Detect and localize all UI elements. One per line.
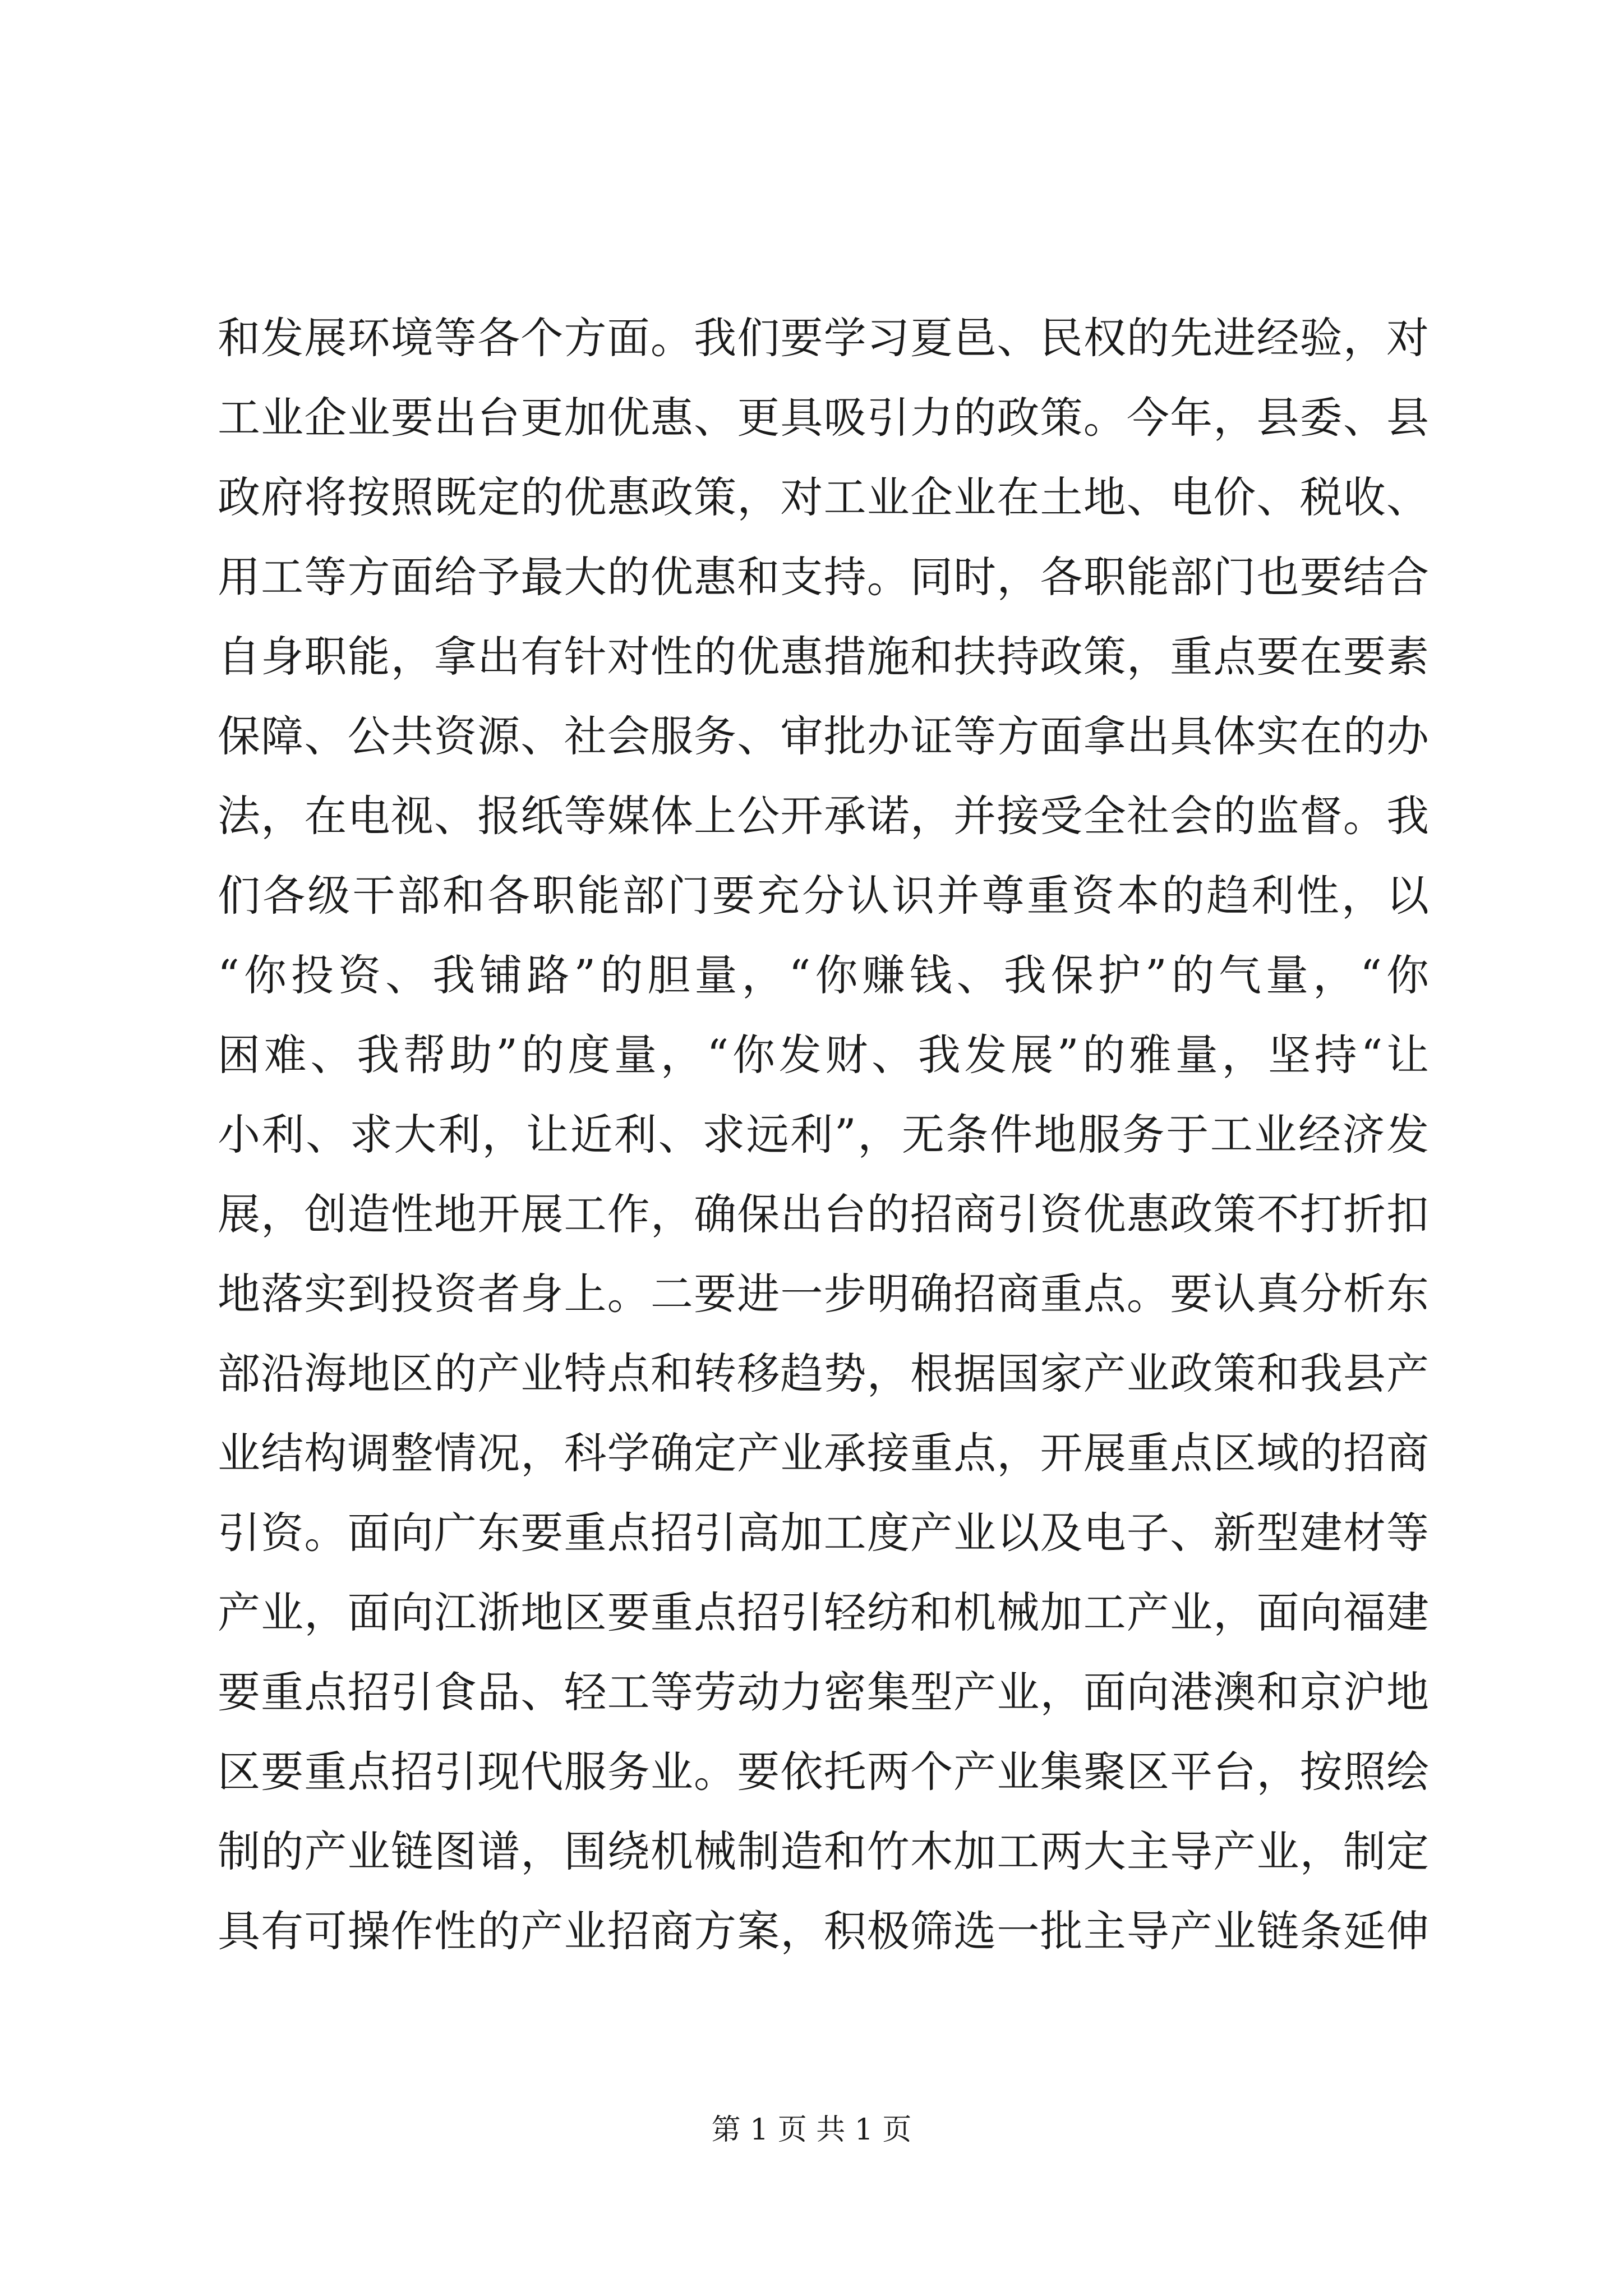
text-line: 制的产业链图谱，围绕机械制造和竹木加工两大主导产业，制定	[218, 1826, 1429, 1876]
text-line: 们各级干部和各职能部门要充分认识并尊重资本的趋利性，以	[218, 871, 1429, 921]
text-line: 工业企业要出台更加优惠、更具吸引力的政策。今年，县委、县	[218, 393, 1429, 443]
text-line: 和发展环境等各个方面。我们要学习夏邑、民权的先进经验，对	[218, 313, 1429, 363]
body-text	[218, 298, 1429, 1971]
text-line: 要重点招引食品、轻工等劳动力密集型产业，面向港澳和京沪地	[218, 1667, 1429, 1717]
text-line: 展，创造性地开展工作，确保出台的招商引资优惠政策不打折扣	[218, 1189, 1429, 1239]
text-line: 法，在电视、报纸等媒体上公开承诺，并接受全社会的监督。我	[218, 791, 1429, 841]
text-line: 地落实到投资者身上。二要进一步明确招商重点。要认真分析东	[218, 1269, 1429, 1319]
text-line: 引资。面向广东要重点招引高加工度产业以及电子、新型建材等	[218, 1508, 1429, 1558]
text-line: 具有可操作性的产业招商方案，积极筛选一批主导产业链条延伸	[218, 1906, 1429, 1956]
text-line: 部沿海地区的产业特点和转移趋势，根据国家产业政策和我县产	[218, 1349, 1429, 1398]
text-line: 小利、求大利，让近利、求远利”，无条件地服务于工业经济发	[218, 1110, 1429, 1159]
text-line: 用工等方面给予最大的优惠和支持。同时，各职能部门也要结合	[218, 552, 1429, 602]
text-line: 保障、公共资源、社会服务、审批办证等方面拿出具体实在的办	[218, 711, 1429, 761]
text-line: 产业，面向江浙地区要重点招引轻纺和机械加工产业，面向福建	[218, 1588, 1429, 1637]
text-line: 区要重点招引现代服务业。要依托两个产业集聚区平台，按照绘	[218, 1747, 1429, 1797]
text-line: 政府将按照既定的优惠政策，对工业企业在土地、电价、税收、	[218, 472, 1429, 522]
text-line: “你投资、我铺路”的胆量，“你赚钱、我保护”的气量，“你	[218, 950, 1429, 1000]
text-line: 业结构调整情况，科学确定产业承接重点，开展重点区域的招商	[218, 1428, 1429, 1478]
page-number-footer: 第 1 页 共 1 页	[711, 2113, 912, 2147]
text-line: 自身职能，拿出有针对性的优惠措施和扶持政策，重点要在要素	[218, 632, 1429, 682]
text-line: 困难、我帮助”的度量，“你发财、我发展”的雅量，坚持“让	[218, 1030, 1429, 1080]
